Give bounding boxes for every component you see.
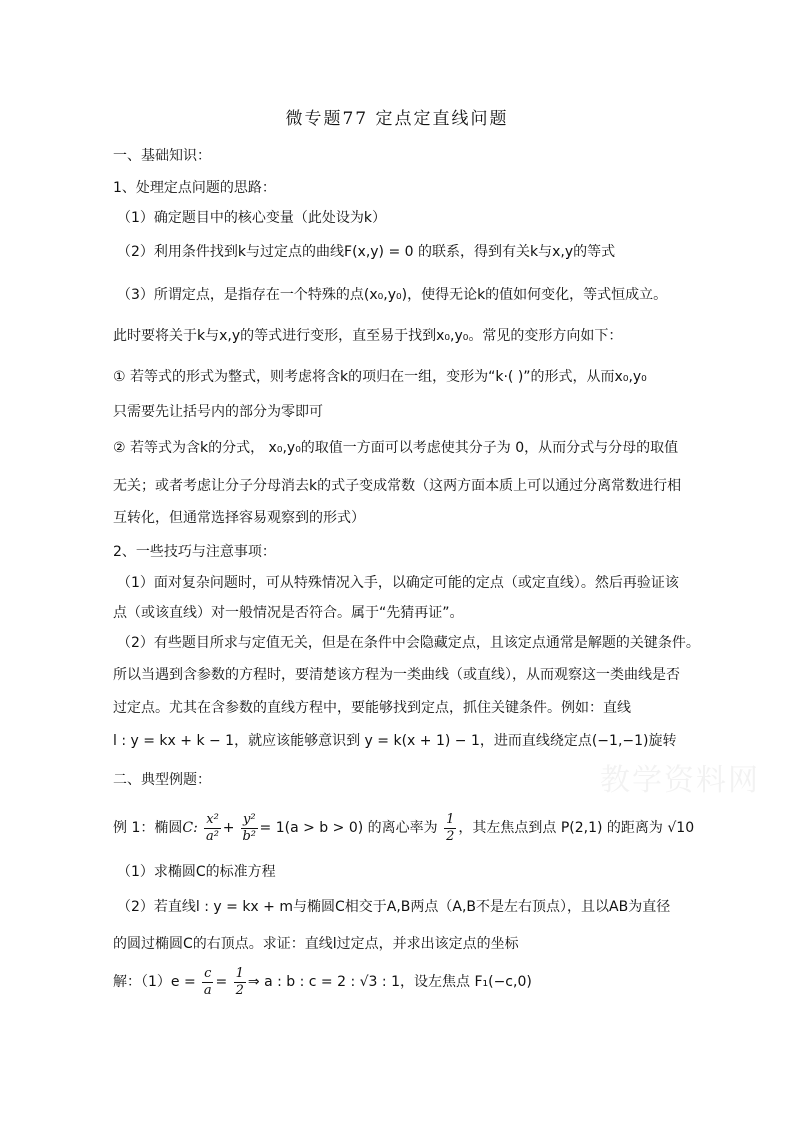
- question-2: （2）若直线l : y = kx + m与椭圆C相交于A,B两点（A,B不是左右顶点），且以AB为直径: [117, 899, 671, 915]
- question-1: （1）求椭圆C的标准方程: [117, 864, 276, 880]
- text-line: 1、处理定点问题的思路：: [113, 180, 276, 196]
- fraction-denominator: b²: [242, 828, 257, 844]
- fraction-denominator: 2: [446, 828, 455, 844]
- fraction-numerator: y²: [242, 811, 256, 827]
- ellipse-condition: = 1(a > b > 0) 的离心率为: [259, 820, 438, 836]
- watermark: 教学资料网: [600, 763, 760, 798]
- fraction-denominator: 2: [235, 982, 244, 998]
- text-line: 2、一些技巧与注意事项：: [113, 544, 276, 560]
- solution-tail: ⇒ a : b : c = 2 : √3 : 1，设左焦点 F₁(−c,0): [247, 974, 532, 990]
- text-line: 无关；或者考虑让分子分母消去k的式子变成常数（这两方面本质上可以通过分离常数进行相: [113, 478, 682, 494]
- text-line: 所以当遇到含参数的方程时，要清楚该方程为一类曲线（或直线），从而观察这一类曲线是否: [113, 667, 680, 683]
- solution-line: 解：（1）e = $\frac{c}{a}$ = $\frac{1}{2}$ ⇒ a : b : c = 2 : √3 : 1，设左焦点 F₁(−c,0): [113, 965, 532, 998]
- solution-prefix: 解：（1）e =: [113, 974, 196, 990]
- text-line: 互转化，但通常选择容易观察到的形式）: [113, 510, 365, 526]
- example-prefix: 例 1：椭圆: [113, 820, 183, 836]
- fraction-numerator: 1: [235, 965, 244, 981]
- question-2-cont: 的圆过椭圆C的右顶点。求证：直线l过定点，并求出该定点的坐标: [113, 936, 519, 952]
- text-line: 只需要先让括号内的部分为零即可: [113, 404, 323, 420]
- text-line: 此时要将关于k与x,y的等式进行变形，直至易于找到x₀,y₀。常见的变形方向如下：: [113, 328, 623, 344]
- text-line: ② 若等式为含k的分式， x₀,y₀的取值一方面可以考虑使其分子为 0，从而分式与分母的取值: [113, 440, 679, 456]
- text-line: 点（或该直线）对一般情况是否符合。属于“先猜再证”。: [113, 605, 464, 621]
- page-title: 微专题77 定点定直线问题: [285, 109, 509, 129]
- section-heading-examples: 二、典型例题：: [113, 772, 211, 788]
- fraction-one-half: [444, 812, 456, 845]
- fraction-c-a: [202, 966, 213, 999]
- fraction-denominator: a²: [206, 828, 219, 844]
- fraction-numerator: 1: [446, 811, 455, 827]
- ellipse-label: C:: [182, 820, 198, 836]
- fraction-denominator: a: [203, 982, 212, 998]
- section-heading-basics: 一、基础知识：: [113, 148, 211, 164]
- text-line: （3）所谓定点，是指存在一个特殊的点(x₀,y₀)，使得无论k的值如何变化，等式恒成立。: [117, 287, 668, 303]
- text-line: ① 若等式的形式为整式，则考虑将含k的项归在一组，变形为“k·( )”的形式，从而x₀,y₀: [113, 369, 647, 385]
- fraction-x2-a2: [204, 812, 221, 845]
- text-line: （2）有些题目所求与定值无关，但是在条件中会隐藏定点，且该定点通常是解题的关键条件。: [117, 635, 700, 651]
- text-line: （2）利用条件找到k与过定点的曲线F(x,y) = 0 的联系，得到有关k与x,y的等式: [117, 244, 616, 260]
- fraction-y2-b2: [241, 812, 258, 845]
- text-line: l : y = kx + k − 1，就应该能够意识到 y = k(x + 1) − 1，进而直线绕定点(−1,−1)旋转: [113, 733, 677, 749]
- text-line: （1）面对复杂问题时，可从特殊情况入手，以确定可能的定点（或定直线）。然后再验证该: [117, 575, 679, 591]
- fraction-numerator: c: [204, 965, 212, 981]
- example-tail: ，其左焦点到点 P(2,1) 的距离为 √10: [458, 820, 695, 836]
- fraction-numerator: x²: [206, 811, 219, 827]
- text-line: （1）确定题目中的核心变量（此处设为k）: [117, 210, 387, 226]
- text-line: 过定点。尤其在含参数的直线方程中，要能够找到定点，抓住关键条件。例如：直线: [113, 700, 631, 716]
- fraction-one-half: [234, 966, 246, 999]
- example-1-statement: 例 1：椭圆C: $\frac{\text{x²}}{\text{a²}}$ + $\frac{\text{y²}}{\text{b²}}$ = 1(a > b > 0) 的离心率为 $\frac{1}{2}$ ，其左焦点到点 P(2,1) 的距离为 √10: [113, 811, 695, 844]
